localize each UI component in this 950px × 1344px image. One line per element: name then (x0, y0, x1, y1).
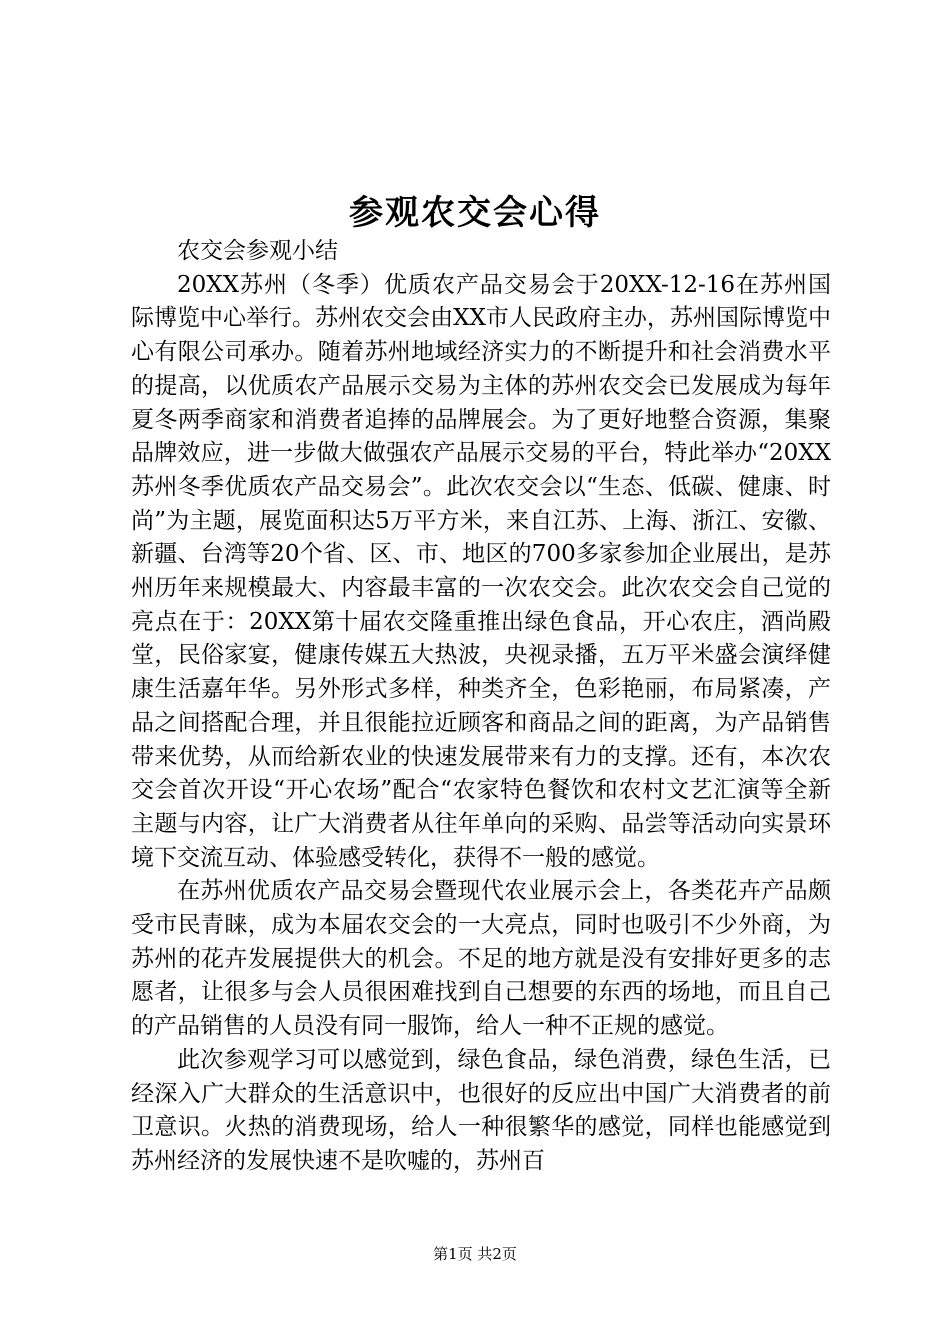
document-body (131, 235, 831, 1179)
page-footer: 第1页 共2页 (433, 1245, 517, 1263)
paragraph: 在苏州优质农产品交易会暨现代农业展示会上，各类花卉产品颇受市民青睐，成为本届农交会的一大亮点，同时也吸引不少外商，为苏州的花卉发展提供大的机会。不足的地方就是没有安排好更多的志愿者，让很多与会人员很困难找到自己想要的东西的场地，而且自己的产品销售的人员没有同一服饰，给人一种不正规的感觉。 (131, 878, 831, 1040)
paragraph: 此次参观学习可以感觉到，绿色食品，绿色消费，绿色生活，已经深入广大群众的生活意识中，也很好的反应出中国广大消费者的前卫意识。火热的消费现场，给人一种很繁华的感觉，同样也能感觉到苏州经济的发展快速不是吹嘘的，苏州百 (131, 1046, 831, 1174)
document-title: 参观农交会心得 (349, 193, 601, 233)
paragraph: 20XX苏州（冬季）优质农产品交易会于20XX-12-16在苏州国际博览中心举行。苏州农交会由XX市人民政府主办，苏州国际博览中心有限公司承办。随着苏州地域经济实力的不断提升和社会消费水平的提高，以优质农产品展示交易为主体的苏州农交会已发展成为每年夏冬两季商家和消费者追捧的品牌展会。为了更好地整合资源，集聚品牌效应，进一步做大做强农产品展示交易的平台，特此举办“20XX苏州冬季优质农产品交易会”。此次农交会以“生态、低碳、健康、时尚”为主题，展览面积达5万平方米，来自江苏、上海、浙江、安徽、新疆、台湾等20个省、区、市、地区的700多家参加企业展出，是苏州历年来规模最大、内容最丰富的一次农交会。此次农交会自己觉的亮点在于：20XX第十届农交隆重推出绿色食品，开心农庄，酒尚殿堂，民俗家宴，健康传媒五大热波，央视录播，五万平米盛会演绎健康生活嘉年华。另外形式多样，种类齐全，色彩艳丽，布局紧凑，产品之间搭配合理，并且很能拉近顾客和商品之间的距离，为产品销售带来优势，从而给新农业的快速发展带来有力的支撑。还有，本次农交会首次开设“开心农场”配合“农家特色餐饮和农村文艺汇演等全新主题与内容，让广大消费者从往年单向的采购、品尝等活动向实景环境下交流互动、体验感受转化，获得不一般的感觉。 (131, 271, 831, 871)
paragraph-subtitle: 农交会参观小结 (177, 238, 338, 264)
